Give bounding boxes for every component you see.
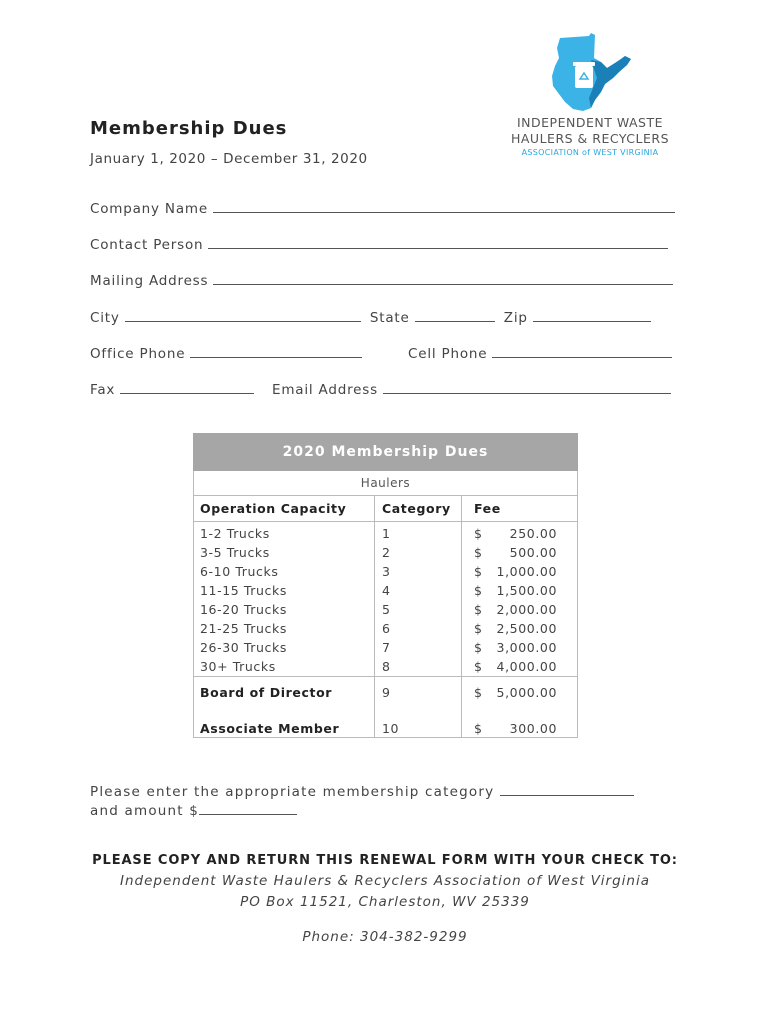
organization-name: Independent Waste Haulers & Recyclers Association of West Virginia	[119, 873, 651, 889]
page-title: Membership Dues	[90, 118, 288, 139]
company-name-line[interactable]	[213, 199, 675, 213]
state-label: State	[369, 310, 410, 326]
row-currency: $	[474, 545, 483, 560]
zip-line[interactable]	[533, 308, 651, 322]
row-currency: $	[474, 685, 483, 700]
fax-field[interactable]	[90, 380, 254, 398]
row-category: 7	[382, 640, 391, 655]
row-currency: $	[474, 602, 483, 617]
contact-person-line[interactable]	[208, 235, 668, 249]
mailing-address: PO Box 11521, Charleston, WV 25339	[240, 894, 530, 910]
row-capacity: Associate Member	[200, 721, 340, 736]
cell-phone-label: Cell Phone	[408, 346, 488, 362]
contact-person-field[interactable]	[90, 235, 668, 253]
amount-input-line[interactable]	[199, 801, 297, 815]
zip-label: Zip	[503, 310, 528, 326]
state-line[interactable]	[415, 308, 495, 322]
email-field[interactable]	[272, 380, 671, 398]
mailing-address-field[interactable]	[90, 271, 673, 289]
row-category: 5	[382, 602, 391, 617]
category-note	[90, 782, 634, 820]
row-fee: 1,000.00	[496, 564, 557, 579]
recycle-bin-icon	[573, 62, 595, 88]
row-category: 10	[382, 721, 400, 736]
row-fee: 5,000.00	[496, 685, 557, 700]
table-grid	[193, 495, 578, 738]
header-category: Category	[382, 501, 451, 516]
west-virginia-map-icon	[505, 32, 675, 114]
cell-phone-field[interactable]	[408, 344, 672, 362]
row-capacity: 1-2 Trucks	[200, 526, 270, 541]
row-capacity: Board of Director	[200, 685, 333, 700]
fax-label: Fax	[90, 382, 116, 398]
note-line-2: and amount $	[90, 803, 200, 819]
office-phone-field[interactable]	[90, 344, 362, 362]
company-name-label: Company Name	[90, 201, 208, 217]
logo-line-1: INDEPENDENT WASTE	[516, 115, 664, 130]
row-fee: 2,500.00	[496, 621, 557, 636]
cell-phone-line[interactable]	[492, 344, 672, 358]
membership-dues-table	[193, 433, 578, 738]
company-name-field[interactable]	[90, 199, 675, 217]
row-fee: 500.00	[509, 545, 557, 560]
contact-person-label: Contact Person	[90, 237, 204, 253]
city-state-zip-row	[90, 308, 651, 326]
phone-number: Phone: 304-382-9299	[302, 929, 468, 945]
fax-line[interactable]	[120, 380, 254, 394]
logo-line-2: HAULERS & RECYCLERS	[510, 131, 670, 146]
row-fee: 3,000.00	[496, 640, 557, 655]
membership-period: January 1, 2020 – December 31, 2020	[90, 151, 368, 167]
table-title: 2020 Membership Dues	[193, 433, 578, 471]
mailing-address-line[interactable]	[213, 271, 673, 285]
row-fee: 300.00	[509, 721, 557, 736]
email-line[interactable]	[383, 380, 671, 394]
row-currency: $	[474, 659, 483, 674]
row-capacity: 16-20 Trucks	[200, 602, 287, 617]
row-fee: 4,000.00	[496, 659, 557, 674]
row-category: 8	[382, 659, 391, 674]
row-category: 1	[382, 526, 391, 541]
logo-line-3: ASSOCIATION of WEST VIRGINIA	[521, 148, 659, 157]
return-instruction: PLEASE COPY AND RETURN THIS RENEWAL FORM WITH YOUR CHECK TO:	[92, 853, 678, 868]
row-capacity: 6-10 Trucks	[200, 564, 279, 579]
table-subtitle: Haulers	[193, 471, 578, 495]
row-capacity: 21-25 Trucks	[200, 621, 287, 636]
row-category: 9	[382, 685, 391, 700]
note-line-1: Please enter the appropriate membership category	[90, 784, 495, 800]
office-phone-line[interactable]	[190, 344, 362, 358]
row-capacity: 11-15 Trucks	[200, 583, 287, 598]
city-line[interactable]	[125, 308, 361, 322]
office-phone-label: Office Phone	[90, 346, 186, 362]
row-capacity: 26-30 Trucks	[200, 640, 287, 655]
header-fee: Fee	[474, 501, 501, 516]
row-capacity: 3-5 Trucks	[200, 545, 270, 560]
row-currency: $	[474, 564, 483, 579]
row-currency: $	[474, 583, 483, 598]
category-input-line[interactable]	[500, 782, 634, 796]
row-category: 6	[382, 621, 391, 636]
row-currency: $	[474, 640, 483, 655]
row-fee: 2,000.00	[496, 602, 557, 617]
row-capacity: 30+ Trucks	[200, 659, 276, 674]
row-fee: 250.00	[509, 526, 557, 541]
row-currency: $	[474, 526, 483, 541]
row-currency: $	[474, 621, 483, 636]
header-operation-capacity: Operation Capacity	[200, 501, 347, 516]
row-category: 4	[382, 583, 391, 598]
row-category: 3	[382, 564, 391, 579]
row-currency: $	[474, 721, 483, 736]
row-fee: 1,500.00	[496, 583, 557, 598]
city-label: City	[90, 310, 120, 326]
email-label: Email Address	[272, 382, 378, 398]
association-logo	[505, 32, 675, 162]
mailing-address-label: Mailing Address	[90, 273, 209, 289]
row-category: 2	[382, 545, 391, 560]
